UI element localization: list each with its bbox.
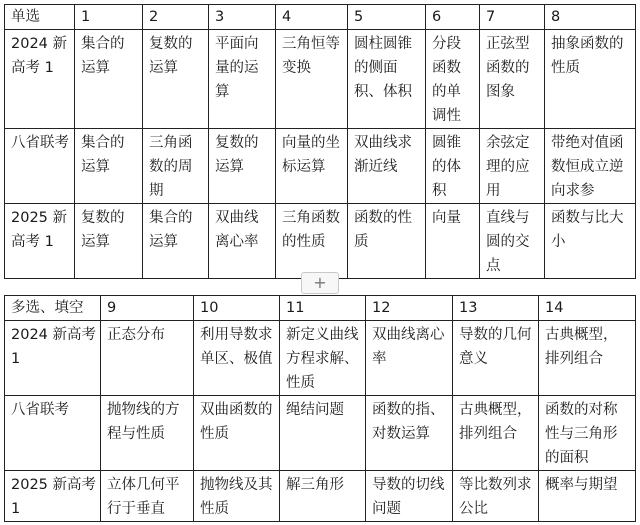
- table-cell[interactable]: 抛物线的方程与性质: [101, 396, 194, 471]
- table-cell[interactable]: 双曲函数的性质: [194, 396, 280, 471]
- header-cell[interactable]: 多选、填空: [5, 296, 101, 321]
- table-row: [5, 396, 636, 471]
- table-cell[interactable]: 复数的运算: [209, 129, 276, 204]
- table-cell[interactable]: 分段函数的单调性: [426, 30, 480, 129]
- table-cell[interactable]: 正弦型函数的图象: [480, 30, 545, 129]
- row-label-cell[interactable]: 2025 新高考 1: [5, 204, 75, 279]
- header-cell[interactable]: 7: [480, 5, 545, 30]
- header-cell[interactable]: 3: [209, 5, 276, 30]
- header-cell[interactable]: 14: [539, 296, 636, 321]
- table-cell[interactable]: 集合的运算: [75, 129, 143, 204]
- row-label-cell[interactable]: 2024 新高考 1: [5, 321, 101, 396]
- table-cell[interactable]: 平面向量的运算: [209, 30, 276, 129]
- table-cell[interactable]: 圆柱圆锥的侧面积、体积: [348, 30, 426, 129]
- table-cell[interactable]: 古典概型，排列组合: [453, 396, 539, 471]
- table-row: [5, 471, 636, 522]
- table-cell[interactable]: 集合的运算: [75, 30, 143, 129]
- header-cell[interactable]: 11: [280, 296, 366, 321]
- table-cell[interactable]: 带绝对值函数恒成立逆向求参: [545, 129, 636, 204]
- multi-choice-fill-table: [4, 295, 636, 522]
- table-row: [5, 30, 636, 129]
- table-cell[interactable]: 概率与期望: [539, 471, 636, 522]
- single-choice-table: [4, 4, 636, 279]
- header-cell[interactable]: 1: [75, 5, 143, 30]
- table-cell[interactable]: 双曲线求渐近线: [348, 129, 426, 204]
- table-cell[interactable]: 三角函数的周期: [143, 129, 209, 204]
- table-cell[interactable]: 函数的性质: [348, 204, 426, 279]
- table-cell[interactable]: 双曲线离心率: [366, 321, 453, 396]
- header-row: [5, 5, 636, 30]
- add-row-button[interactable]: +: [301, 272, 339, 294]
- table-cell[interactable]: 正态分布: [101, 321, 194, 396]
- header-cell[interactable]: 2: [143, 5, 209, 30]
- table-cell[interactable]: 古典概型，排列组合: [539, 321, 636, 396]
- table-cell[interactable]: 函数的指、对数运算: [366, 396, 453, 471]
- table-cell[interactable]: 利用导数求单区、极值: [194, 321, 280, 396]
- header-cell[interactable]: 5: [348, 5, 426, 30]
- header-cell[interactable]: 12: [366, 296, 453, 321]
- table-cell[interactable]: 复数的运算: [75, 204, 143, 279]
- header-cell[interactable]: 10: [194, 296, 280, 321]
- table-cell[interactable]: 三角恒等变换: [276, 30, 348, 129]
- header-cell[interactable]: 单选: [5, 5, 75, 30]
- table-cell[interactable]: 直线与圆的交点: [480, 204, 545, 279]
- header-cell[interactable]: 13: [453, 296, 539, 321]
- header-cell[interactable]: 4: [276, 5, 348, 30]
- table-cell[interactable]: 立体几何平行于垂直: [101, 471, 194, 522]
- table-row: [5, 129, 636, 204]
- table-cell[interactable]: 新定义曲线方程求解、性质: [280, 321, 366, 396]
- table-cell[interactable]: 函数与比大小: [545, 204, 636, 279]
- header-row: [5, 296, 636, 321]
- row-label-cell[interactable]: 2024 新高考 1: [5, 30, 75, 129]
- table-cell[interactable]: 集合的运算: [143, 204, 209, 279]
- table-cell[interactable]: 绳结问题: [280, 396, 366, 471]
- header-cell[interactable]: 6: [426, 5, 480, 30]
- table-cell[interactable]: 等比数列求公比: [453, 471, 539, 522]
- table-cell[interactable]: 抛物线及其性质: [194, 471, 280, 522]
- table-cell[interactable]: 余弦定理的应用: [480, 129, 545, 204]
- table-cell[interactable]: 导数的切线问题: [366, 471, 453, 522]
- table-row: [5, 204, 636, 279]
- header-cell[interactable]: 9: [101, 296, 194, 321]
- header-cell[interactable]: 8: [545, 5, 636, 30]
- table-cell[interactable]: 圆锥的体积: [426, 129, 480, 204]
- table-cell[interactable]: 解三角形: [280, 471, 366, 522]
- table-cell[interactable]: 函数的对称性与三角形的面积: [539, 396, 636, 471]
- table-row: [5, 321, 636, 396]
- table-cell[interactable]: 抽象函数的性质: [545, 30, 636, 129]
- row-label-cell[interactable]: 八省联考: [5, 129, 75, 204]
- row-label-cell[interactable]: 2025 新高考 1: [5, 471, 101, 522]
- row-label-cell[interactable]: 八省联考: [5, 396, 101, 471]
- table-cell[interactable]: 导数的几何意义: [453, 321, 539, 396]
- table-cell[interactable]: 向量的坐标运算: [276, 129, 348, 204]
- table-cell[interactable]: 双曲线离心率: [209, 204, 276, 279]
- table-cell[interactable]: 向量: [426, 204, 480, 279]
- table-cell[interactable]: 复数的运算: [143, 30, 209, 129]
- table-cell[interactable]: 三角函数的性质: [276, 204, 348, 279]
